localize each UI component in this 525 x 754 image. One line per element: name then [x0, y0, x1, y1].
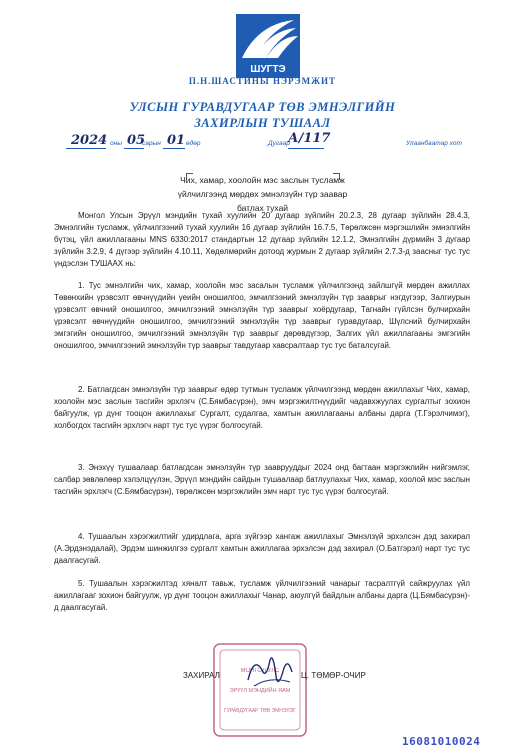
signatory-title: ЗАХИРАЛ — [183, 671, 220, 680]
stamp-text-bottom: ГУРАВДУГААР ТӨВ ЭМНЭЛЭГ — [224, 708, 296, 714]
clause-3: 3. Энэхүү тушаалаар батлагдсан эмнэлзүйн түр зааврууддыг 2024 онд багтаан мэргэжлийн нийгэмлэг, салбар зөвлөлөөр хэлэлцүүлэн, Эрүүл мэндийн сайдын тушаалаар батлуулахыг Чих, хамар, хоолой мэс заслын тасгийн эрхлэгч (С.Бямбасүрэн), төрөлжсөн мэргэжлийн эмч нарт тус тус үүрэг болгосугай. — [54, 463, 470, 497]
order-number-line — [288, 148, 324, 149]
subject-line-2: үйлчилгээнд мөрдөх эмнэлзүйн түр заавар — [177, 189, 348, 199]
clause-4: 4. Тушаалын хэрэгжилтийг удирдлага, арга зүйгээр хангаж ажиллахыг Эмнэлзүй эрхэлсэн дэд захирал (А.Эрдэнэдалай), Эрдэм шинжилгээ сургалт хамтын ажиллагаа эрхэлсэн дэд захирал (О.Батгэрэл) нарт тус тус даалгасугай. — [54, 532, 470, 566]
date-year-line — [66, 148, 106, 149]
date-year: 2024 — [71, 133, 108, 148]
org-line-1: УЛСЫН ГУРАВДУГААР ТӨВ ЭМНЭЛГИЙН — [129, 100, 396, 114]
clause-5: 5. Тушаалын хэрэгжилтэд хяналт тавьж, тусламж үйлчилгээний чанарыг тасралтгүй сайжруулах үйл ажиллагааг зохион байгуулж, үр дүнг тооцон ажиллахыг Чанар, аюулгүй байдлын албаны дарга (Ц.Бямбасүрэн)-д даалгасугай. — [54, 579, 470, 613]
intro-paragraph: Монгол Улсын Эрүүл мэндийн тухай хуулийн 20 дугаар зүйлийн 20.2.3, 28 дугаар зүйлийн 28.4.3, Эмнэлгийн тусламж, үйлчилгээний тухай хуулийн 16 дугаар зүйлийн 16.7.5, Төрөлжсөн мэргэшлийн эмнэлгийн бүтэц, үйл ажиллагааны MNS 6330:2017 стандартын 12 дугаар зүйлийн 12.1.2, Эмнэлгийн дүрмийн 3 дугаар зүйлийн 3.2.9, 4 дүгээр зүйлийн 4.10.11, Хөдөлмөрийн дотоод журмын 2 дугаар зүйлийн 2.7.3-д заасныг тус тус үндэслэн ТУШААХ нь: — [54, 211, 470, 269]
date-month: 05 — [127, 133, 146, 148]
brand-line: П.Н.ШАСТИНЫ НЭРЭМЖИТ — [188, 76, 337, 86]
order-subject — [110, 173, 415, 215]
hospital-logo — [236, 14, 300, 78]
city-label: Улаанбаатар хот — [406, 140, 462, 147]
date-year-suffix: оны — [110, 140, 122, 147]
serial-number: 16081010024 — [402, 735, 481, 748]
subject-line-1: Чих, хамар, хоолойн мэс заслын тусламж — [180, 175, 345, 185]
signatory-name: Ц. ТӨМӨР-ОЧИР — [301, 671, 366, 680]
date-day: 01 — [167, 133, 186, 148]
order-number: А/117 — [288, 131, 331, 146]
order-number-label: Дугаар — [268, 140, 290, 147]
date-month-line — [124, 148, 144, 149]
subject-line-3: батлах тухай — [236, 203, 289, 213]
date-month-suffix: сарын — [142, 140, 161, 147]
clause-1: 1. Тус эмнэлгийн чих, хамар, хоолойн мэс засалын тусламж үйлчилгээнд зайлшгүй мөрдөн ажиллах Төвөнхийн үрэвсэлт өвчнүүдийн үеийн оношилгоо, эмчилгээний эмнэлзүйн түр зааврыг нэгдүгээр, Залгиурын үрэвсэлт өвчний оношилгоо, эмчилгээний эмнэлзүйн түр зааврыг хоёрдугаар, Тагнайн гүйлсэн булчирхайн үрэвсэлт өвчнүүдийн оношилгоо, эмчилгээний эмнэлзүйн түр зааврыг гуравдугаар, Шүлсний булчирхайн эмгэгийн оношилгоо, эмчилгээний эмнэлзүйн түр зааврыг дөрөвдүгээр, Залгих үйл ажиллагааны эмгэгийн оношилгоо, эмчилгээний эмнэлзүйн түр зааврыг тавдугаар хавсралтаар тус тус баталсугай. — [54, 281, 470, 351]
stamp-text-top: МОНГОЛ УЛС — [240, 668, 280, 674]
clause-2: 2. Батлагдсан эмнэлзүйн түр зааврыг өдөр тутмын тусламж үйлчилгээнд мөрдөн ажиллахыг Чих, хамар, хоолойн мэс заслын тасгийн эрхлэгч (С.Бямбасүрэн), эмч мэргэжилтнүүдийг чадавхжуулах сургалтыг зохион байгуулж, үр дүнг тооцон ажиллахыг Сургалт, судалгаа, хамтын ажиллагааны албаны дарга (Т.Гэрэлчимэг), холбогдох тасгийн эрхлэгч нарт тус тус үүрэг болгосугай. — [54, 385, 470, 431]
date-day-line — [163, 148, 185, 149]
date-day-suffix: өдөр — [186, 140, 201, 147]
handwritten-signature — [240, 650, 300, 695]
org-line-2: ЗАХИРЛЫН ТУШААЛ — [194, 116, 331, 130]
stamp-text-mid: ЭРҮҮЛ МЭНДИЙН ЯАМ — [229, 688, 291, 694]
logo-text: ШУГТЭ — [250, 64, 286, 75]
